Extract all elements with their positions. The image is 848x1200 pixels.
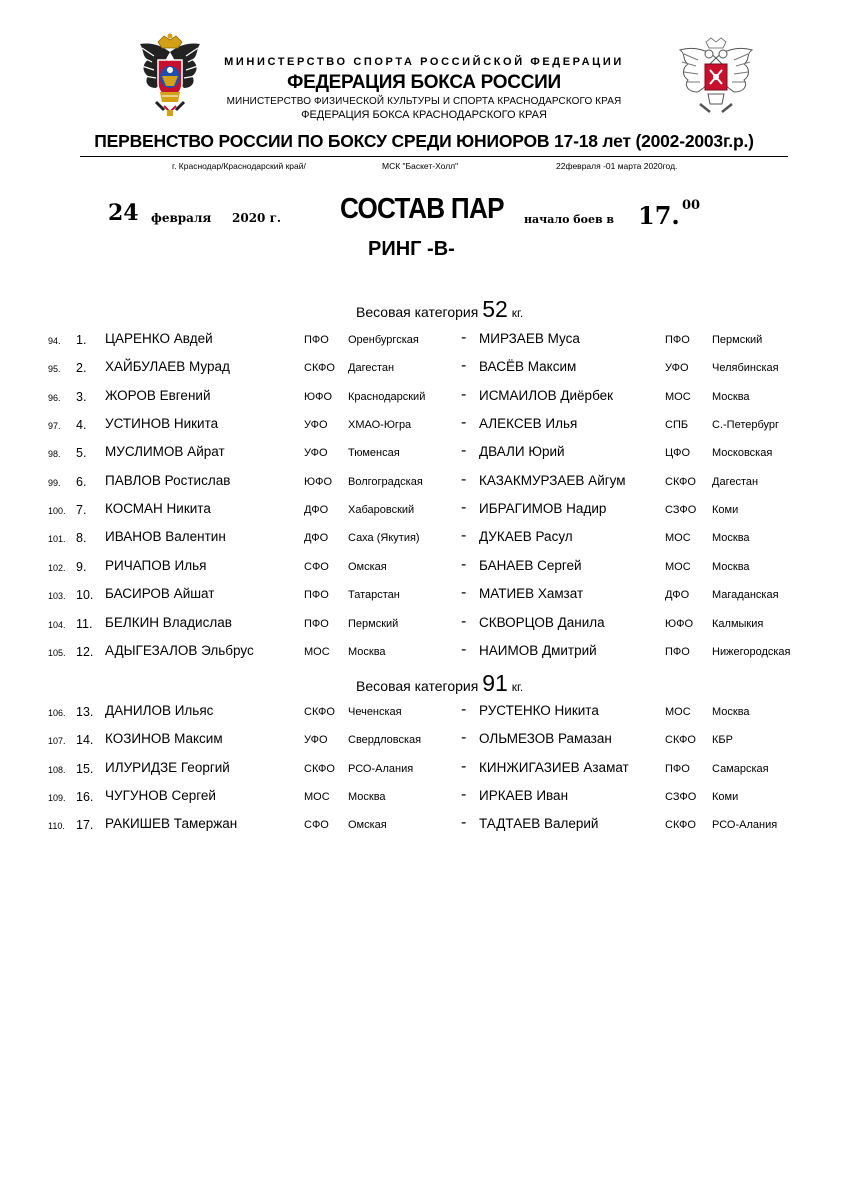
bout-number: 8. xyxy=(76,531,87,546)
boxer-red-district: СКФО xyxy=(304,706,335,718)
boxer-blue-district: ПФО xyxy=(665,645,690,658)
boxer-blue-region: Москва xyxy=(712,532,750,545)
boxer-blue-name: АЛЕКСЕВ Илья xyxy=(479,416,578,432)
session-day: 24 xyxy=(108,200,139,226)
versus-dash: - xyxy=(461,442,467,460)
bout-number: 7. xyxy=(76,503,87,518)
boxer-blue-region: Москва xyxy=(712,560,750,573)
global-bout-number: 102. xyxy=(48,562,66,573)
bout-number: 9. xyxy=(76,559,87,574)
boxer-blue-district: СКФО xyxy=(665,734,696,747)
boxer-blue-region: Челябинская xyxy=(712,362,779,375)
start-hour: 17. xyxy=(638,201,680,230)
bout-row xyxy=(0,815,848,839)
boxer-red-name: КОСМАН Никита xyxy=(105,501,211,517)
versus-dash: - xyxy=(461,555,467,573)
boxer-blue-name: МИРЗАЕВ Муса xyxy=(479,331,580,346)
boxer-red-region: Пермский xyxy=(348,617,399,630)
bout-number: 3. xyxy=(76,389,87,404)
event-city: г. Краснодар/Краснодарский край/ xyxy=(172,161,306,171)
global-bout-number: 97. xyxy=(48,421,61,432)
boxer-blue-district: СЗФО xyxy=(665,791,697,804)
boxer-red-region: ХМАО-Югра xyxy=(348,419,412,432)
boxer-red-district: ДФО xyxy=(304,532,329,545)
bout-row xyxy=(0,472,848,496)
boxer-red-district: ЮФО xyxy=(304,390,333,403)
boxer-red-name: ИВАНОВ Валентин xyxy=(105,529,226,545)
global-bout-number: 109. xyxy=(48,793,66,804)
versus-dash: - xyxy=(461,470,467,488)
boxer-blue-region: РСО-Алания xyxy=(712,819,778,832)
boxer-blue-region: Московская xyxy=(712,447,773,460)
header-divider xyxy=(80,156,788,157)
weight-category-value: 52 xyxy=(482,296,508,322)
boxer-red-region: Краснодарский xyxy=(348,390,426,403)
boxer-red-region: Москва xyxy=(348,791,386,804)
bout-number: 6. xyxy=(76,474,87,489)
weight-category-unit: кг. xyxy=(511,306,524,320)
weight-category-unit: кг. xyxy=(511,680,524,694)
global-bout-number: 105. xyxy=(48,647,66,658)
bout-row xyxy=(0,528,848,552)
boxer-blue-name: ТАДТАЕВ Валерий xyxy=(479,816,599,832)
bout-row xyxy=(0,759,848,783)
boxer-red-name: ЧУГУНОВ Сергей xyxy=(105,788,216,804)
boxer-blue-district: УФО xyxy=(665,362,689,375)
regional-federation: ФЕДЕРАЦИЯ БОКСА КРАСНОДАРСКОГО КРАЯ xyxy=(301,109,547,121)
boxer-blue-district: МОС xyxy=(665,706,691,718)
boxer-red-district: МОС xyxy=(304,791,330,804)
versus-dash: - xyxy=(461,584,467,602)
versus-dash: - xyxy=(461,814,467,832)
boxer-blue-region: Коми xyxy=(712,504,739,517)
global-bout-number: 110. xyxy=(48,821,65,832)
bout-number: 2. xyxy=(76,361,87,376)
boxer-red-name: ДАНИЛОВ Ильяс xyxy=(105,703,214,718)
boxer-red-name: ХАЙБУЛАЕВ Мурад xyxy=(105,359,230,375)
boxer-red-region: Татарстан xyxy=(348,589,400,602)
boxer-red-district: ПФО xyxy=(304,589,329,602)
bout-row xyxy=(0,387,848,411)
versus-dash: - xyxy=(461,527,467,545)
global-bout-number: 95. xyxy=(48,364,61,375)
bout-number: 1. xyxy=(76,333,87,347)
versus-dash: - xyxy=(461,329,467,346)
ring-label: РИНГ -В- xyxy=(368,238,455,260)
boxer-blue-district: МОС xyxy=(665,532,691,545)
boxer-blue-district: ПФО xyxy=(665,334,690,346)
boxer-red-region: Дагестан xyxy=(348,362,395,375)
boxer-blue-region: Калмыкия xyxy=(712,617,764,630)
boxer-blue-region: Москва xyxy=(712,390,750,403)
boxer-red-region: Волгоградская xyxy=(348,475,423,488)
boxer-blue-district: ПФО xyxy=(665,762,690,775)
boxer-blue-district: СЗФО xyxy=(665,504,697,517)
boxer-red-region: Оренбургская xyxy=(348,334,419,346)
versus-dash: - xyxy=(461,757,467,775)
global-bout-number: 100. xyxy=(48,506,66,517)
bout-row xyxy=(0,702,848,726)
boxer-red-name: ПАВЛОВ Ростислав xyxy=(105,472,231,488)
session-year: 2020 г. xyxy=(232,211,282,225)
global-bout-number: 98. xyxy=(48,449,61,460)
versus-dash: - xyxy=(461,612,467,630)
global-bout-number: 107. xyxy=(48,736,66,747)
boxer-blue-name: ОЛЬМЕЗОВ Рамазан xyxy=(479,731,612,747)
boxer-blue-district: СКФО xyxy=(665,819,696,832)
bout-number: 4. xyxy=(76,418,87,433)
global-bout-number: 104. xyxy=(48,619,66,630)
bout-number: 10. xyxy=(76,588,94,603)
boxer-blue-district: СКФО xyxy=(665,475,696,488)
ministry-emblem-icon xyxy=(134,32,206,118)
global-bout-number: 101. xyxy=(48,534,66,545)
boxer-red-district: УФО xyxy=(304,734,328,747)
boxer-blue-name: ИРКАЕВ Иван xyxy=(479,788,569,804)
boxing-federation-emblem-icon xyxy=(676,32,756,118)
bout-row xyxy=(0,730,848,754)
bout-row xyxy=(0,642,848,666)
session-month: февраля xyxy=(151,211,212,225)
boxer-blue-region: КБР xyxy=(712,734,733,747)
global-bout-number: 103. xyxy=(48,591,66,602)
boxer-blue-region: Пермский xyxy=(712,334,763,346)
boxer-red-name: БАСИРОВ Айшат xyxy=(105,586,215,602)
versus-dash: - xyxy=(461,640,467,658)
boxer-blue-district: ДФО xyxy=(665,589,690,602)
boxer-red-region: Свердловская xyxy=(348,734,422,747)
boxer-red-name: ИЛУРИДЗЕ Георгий xyxy=(105,759,230,775)
boxer-red-region: Саха (Якутия) xyxy=(348,532,420,545)
bout-number: 14. xyxy=(76,733,94,748)
boxer-red-region: Чеченская xyxy=(348,706,402,718)
weight-category-header xyxy=(356,296,523,323)
federation-title: ФЕДЕРАЦИЯ БОКСА РОССИИ xyxy=(287,72,561,93)
event-dates: 22февраля -01 марта 2020год. xyxy=(556,161,678,171)
versus-dash: - xyxy=(461,385,467,403)
versus-dash: - xyxy=(461,357,467,375)
bout-number: 11. xyxy=(76,616,93,631)
bout-number: 5. xyxy=(76,446,87,461)
versus-dash: - xyxy=(461,786,467,804)
bout-row xyxy=(0,443,848,467)
boxer-blue-region: Москва xyxy=(712,706,750,718)
bout-row xyxy=(0,787,848,811)
boxer-blue-name: ИСМАИЛОВ Диёрбек xyxy=(479,387,614,403)
bout-number: 12. xyxy=(76,644,94,659)
boxer-red-region: Хабаровский xyxy=(348,504,415,517)
bout-row xyxy=(0,557,848,581)
regional-ministry: МИНИСТЕРСТВО ФИЗИЧЕСКОЙ КУЛЬТУРЫ И СПОРТА КРАСНОДАРСКОГО КРАЯ xyxy=(226,96,622,107)
boxer-red-district: СКФО xyxy=(304,762,335,775)
championship-title: ПЕРВЕНСТВО РОССИИ ПО БОКСУ СРЕДИ ЮНИОРОВ 17-18 лет (2002-2003г.р.) xyxy=(94,131,754,151)
boxer-red-region: РСО-Алания xyxy=(348,762,414,775)
bout-row xyxy=(0,358,848,382)
boxer-blue-name: ИБРАГИМОВ Надир xyxy=(479,501,607,517)
boxer-red-name: ЖОРОВ Евгений xyxy=(105,387,211,403)
boxer-blue-region: Магаданская xyxy=(712,589,779,602)
bout-row xyxy=(0,500,848,524)
versus-dash: - xyxy=(461,729,467,747)
boxer-blue-region: Нижегородская xyxy=(712,645,791,658)
boxer-red-district: УФО xyxy=(304,447,328,460)
boxer-red-name: РИЧАПОВ Илья xyxy=(105,557,207,573)
boxer-red-district: СФО xyxy=(304,560,329,573)
versus-dash: - xyxy=(461,414,467,432)
global-bout-number: 106. xyxy=(48,708,66,718)
boxer-blue-region: Коми xyxy=(712,791,739,804)
bout-row xyxy=(0,614,848,638)
boxer-blue-region: Дагестан xyxy=(712,475,759,488)
bout-row xyxy=(0,330,848,354)
boxer-blue-region: Самарская xyxy=(712,762,769,775)
global-bout-number: 94. xyxy=(48,336,61,346)
bout-number: 15. xyxy=(76,761,94,776)
versus-dash: - xyxy=(461,701,467,718)
boxer-red-district: ДФО xyxy=(304,504,329,517)
boxer-red-district: СКФО xyxy=(304,362,335,375)
boxer-red-region: Москва xyxy=(348,645,386,658)
boxer-red-district: ПФО xyxy=(304,617,329,630)
boxer-blue-name: БАНАЕВ Сергей xyxy=(479,557,582,573)
global-bout-number: 99. xyxy=(48,477,61,488)
bout-number: 13. xyxy=(76,705,94,719)
boxer-blue-district: ЦФО xyxy=(665,447,691,460)
boxer-red-region: Омская xyxy=(348,560,387,573)
start-minutes: 00 xyxy=(682,198,701,213)
start-label: начало боев в xyxy=(524,213,615,226)
boxer-red-district: СФО xyxy=(304,819,329,832)
weight-category-label: Весовая категория xyxy=(356,678,479,694)
weight-category-label: Весовая категория xyxy=(356,304,479,320)
boxer-blue-name: ДУКАЕВ Расул xyxy=(479,529,573,545)
bout-row xyxy=(0,585,848,609)
bout-number: 17. xyxy=(76,818,94,833)
pairs-title: СОСТАВ ПАР xyxy=(340,193,504,225)
global-bout-number: 108. xyxy=(48,764,66,775)
boxer-blue-district: МОС xyxy=(665,560,691,573)
bout-number: 16. xyxy=(76,790,94,805)
boxer-blue-name: СКВОРЦОВ Данила xyxy=(479,614,605,630)
boxer-red-region: Тюменсая xyxy=(348,447,400,460)
boxer-red-name: УСТИНОВ Никита xyxy=(105,416,219,432)
boxer-red-district: ПФО xyxy=(304,334,329,346)
event-venue: МСК "Баскет-Холл" xyxy=(382,161,459,171)
boxer-blue-district: МОС xyxy=(665,390,691,403)
boxer-blue-name: ВАСЁВ Максим xyxy=(479,359,577,375)
boxer-red-region: Омская xyxy=(348,819,387,832)
boxer-red-name: АДЫГЕЗАЛОВ Эльбрус xyxy=(105,642,254,658)
weight-category-value: 91 xyxy=(482,670,508,696)
boxer-blue-name: РУСТЕНКО Никита xyxy=(479,703,599,718)
boxer-red-district: ЮФО xyxy=(304,475,333,488)
boxer-blue-name: КИНЖИГАЗИЕВ Азамат xyxy=(479,759,629,775)
boxer-red-name: РАКИШЕВ Тамержан xyxy=(105,816,238,832)
boxer-blue-name: НАИМОВ Дмитрий xyxy=(479,642,597,658)
boxer-blue-district: ЮФО xyxy=(665,617,694,630)
boxer-blue-region: С.-Петербург xyxy=(712,419,780,432)
ministry-title: МИНИСТЕРСТВО СПОРТА РОССИЙСКОЙ ФЕДЕРАЦИИ xyxy=(224,56,624,68)
boxer-red-name: ЦАРЕНКО Авдей xyxy=(105,331,213,346)
boxer-red-name: МУСЛИМОВ Айрат xyxy=(105,444,225,460)
boxer-red-district: МОС xyxy=(304,645,330,658)
global-bout-number: 96. xyxy=(48,392,61,403)
boxer-blue-district: СПБ xyxy=(665,419,689,432)
boxer-blue-name: МАТИЕВ Хамзат xyxy=(479,586,584,602)
boxer-blue-name: ДВАЛИ Юрий xyxy=(479,444,565,460)
boxer-red-name: БЕЛКИН Владислав xyxy=(105,614,232,630)
bout-row xyxy=(0,415,848,439)
weight-category-header xyxy=(356,670,523,697)
boxer-red-name: КОЗИНОВ Максим xyxy=(105,731,223,747)
versus-dash: - xyxy=(461,499,467,517)
boxer-blue-name: КАЗАКМУРЗАЕВ Айгум xyxy=(479,472,626,488)
boxer-red-district: УФО xyxy=(304,419,328,432)
